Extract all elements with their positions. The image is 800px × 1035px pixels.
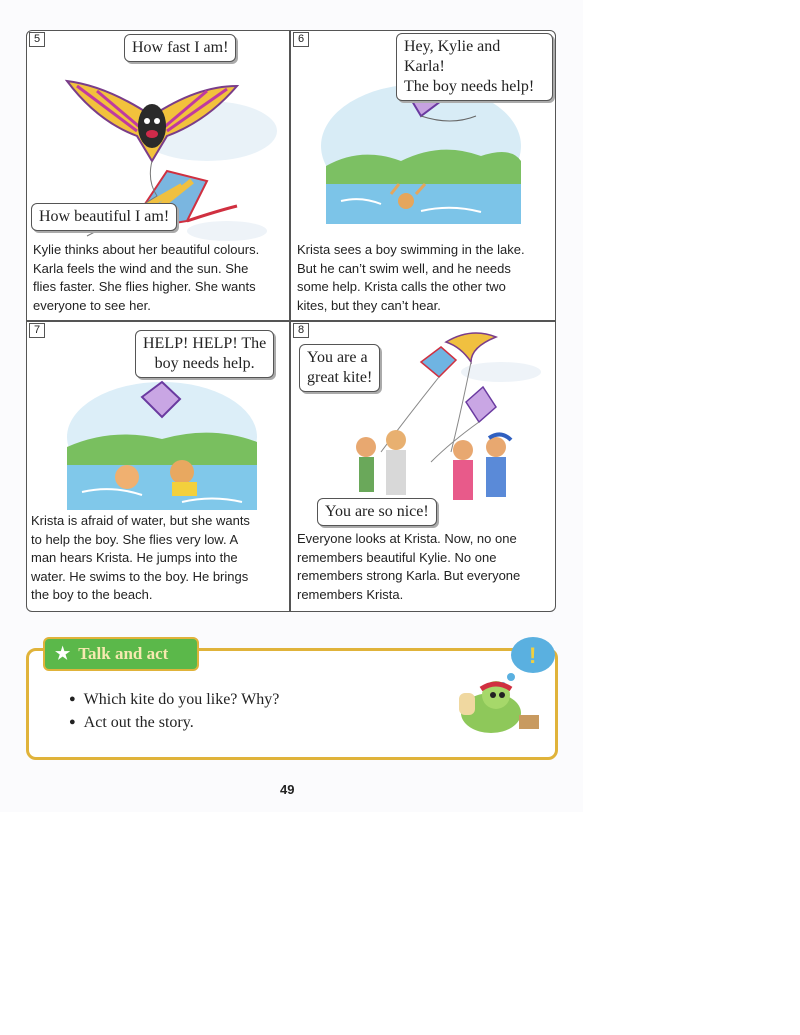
talk-and-act-box	[26, 643, 558, 760]
panel-5	[27, 31, 289, 320]
talk-and-act-heading	[43, 637, 199, 671]
speech-bubble-krista: HELP! HELP! The boy needs help.	[135, 330, 274, 378]
comic-grid	[26, 30, 556, 612]
panel-6	[291, 31, 553, 320]
star-icon: ★	[55, 644, 71, 663]
water-rescue-illustration	[62, 377, 262, 527]
panel-number: 8	[293, 323, 309, 338]
page-number: 49	[280, 782, 295, 797]
panel-8	[291, 322, 553, 611]
people-praising-kite-illustration	[351, 322, 551, 507]
panel-7	[27, 322, 289, 611]
speech-bubble-krista: Hey, Kylie and Karla! The boy needs help!	[396, 33, 553, 101]
panel-caption: Krista is afraid of water, but she wants to help the boy. She flies very low. A man hears Krista. He jumps into the water. He swims to the boy. He brings the boy to the beach.	[31, 513, 250, 602]
panel-number: 5	[29, 32, 45, 47]
list-item: ● Act out the story.	[69, 712, 279, 735]
panel-caption: Kylie thinks about her beautiful colours. Karla feels the wind and the sun. She flies faster. She flies higher. She wants everyone to see her.	[33, 242, 260, 313]
list-item: ● Which kite do you like? Why?	[69, 689, 279, 712]
panel-caption: Krista sees a boy swimming in the lake. But he can’t swim well, and he needs some help. Krista calls the other two kites, but they can’t hear.	[297, 242, 525, 313]
discussion-questions	[69, 689, 279, 735]
speech-bubble-boy: You are a great kite!	[299, 344, 380, 392]
speech-bubble-girl: You are so nice!	[317, 498, 437, 526]
section-title: Talk and act	[78, 644, 169, 663]
panel-caption: Everyone looks at Krista. Now, no one remembers beautiful Kylie. No one remembers strong Karla. But everyone remembers Krista.	[297, 531, 521, 602]
speech-bubble-karla: How fast I am!	[124, 34, 236, 62]
turtle-mascot-icon	[441, 633, 559, 741]
exclamation-mark: !	[529, 643, 537, 668]
panel-number: 7	[29, 323, 45, 338]
speech-bubble-kylie: How beautiful I am!	[31, 203, 177, 231]
panel-number: 6	[293, 32, 309, 47]
